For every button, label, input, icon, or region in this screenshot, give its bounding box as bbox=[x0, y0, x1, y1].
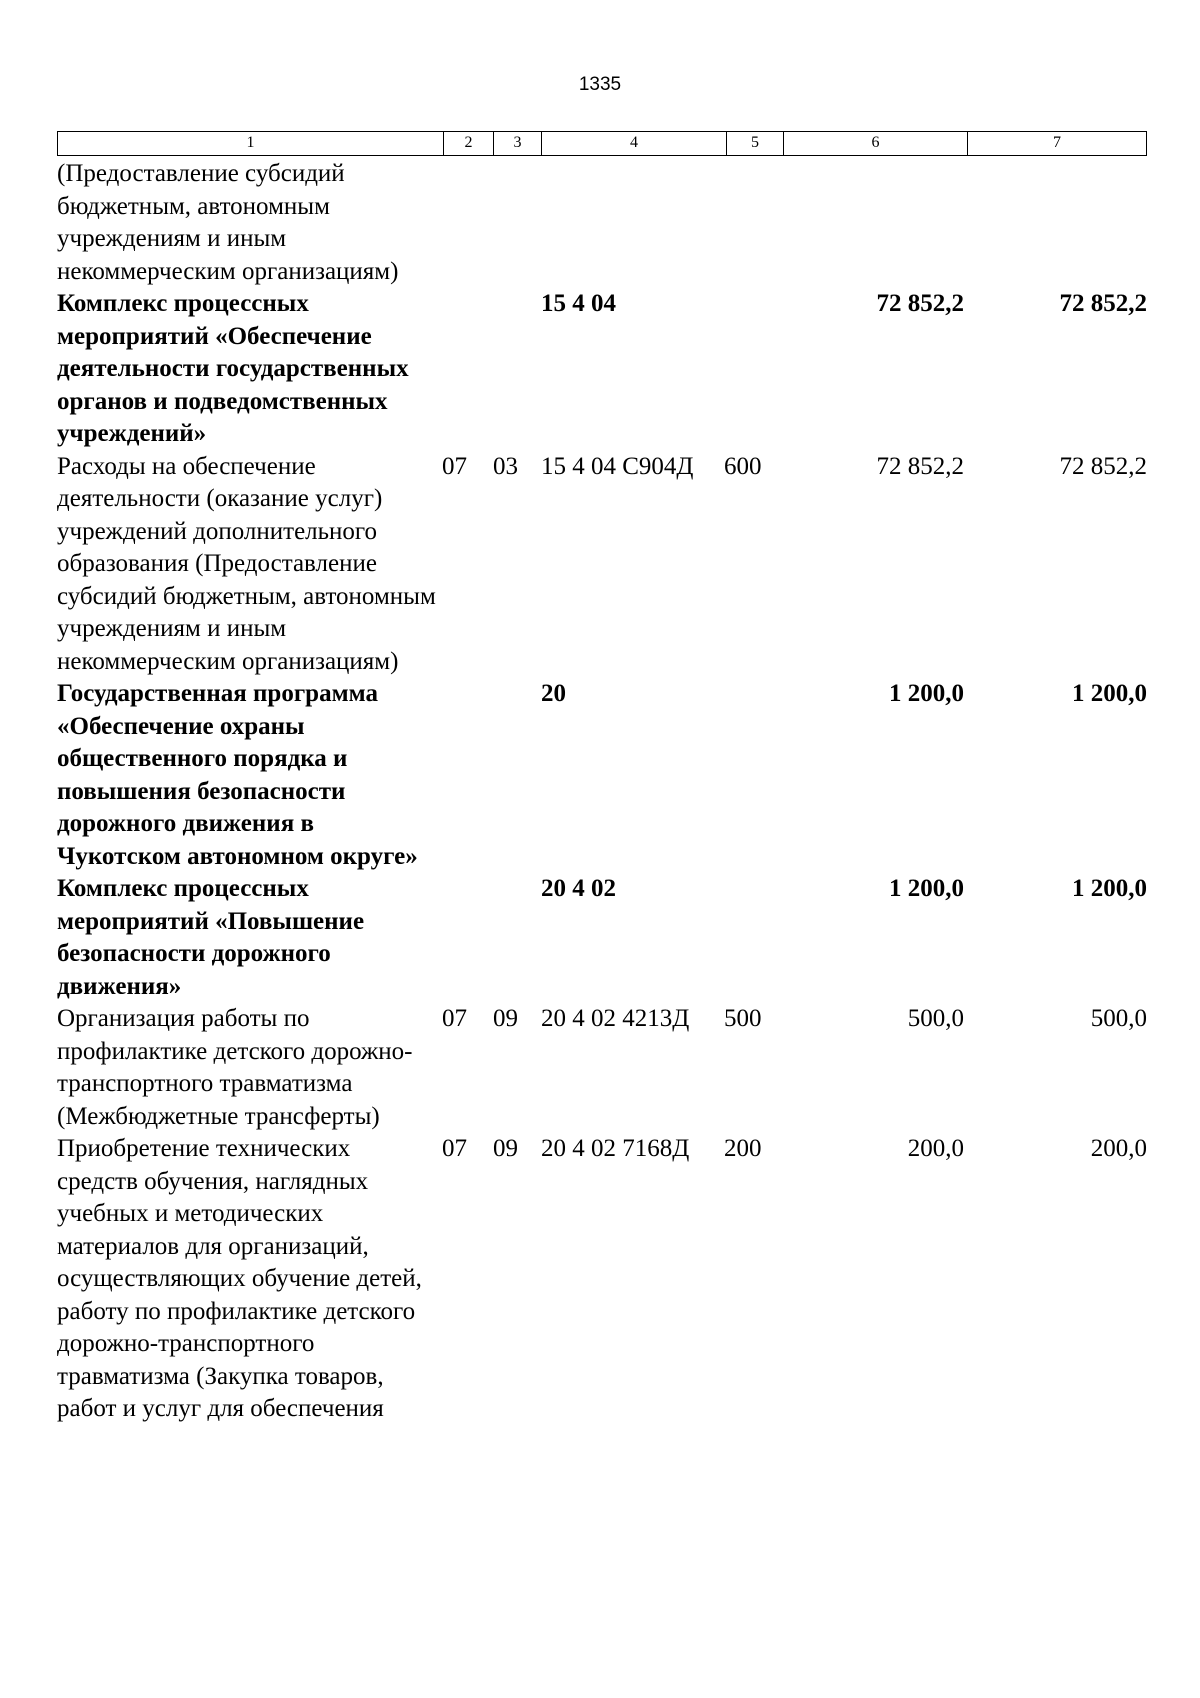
table-column-header-row bbox=[57, 131, 1147, 156]
target-article-code: 15 4 04 С904Д bbox=[541, 452, 694, 480]
table-row bbox=[57, 1003, 1147, 1133]
row-name: Государственная программа «Обеспечение охраны общественного порядка и повышения безопасности дорожного движения в Чукотском автономном округе» bbox=[57, 680, 418, 870]
amount-col7: 72 852,2 bbox=[1059, 452, 1147, 480]
column-header-4: 4 bbox=[542, 132, 727, 155]
amount-col7: 1 200,0 bbox=[1072, 875, 1147, 902]
expense-type-code: 600 bbox=[724, 452, 762, 480]
amount-col7: 500,0 bbox=[1090, 1005, 1147, 1032]
amount-col6: 200,0 bbox=[907, 1135, 964, 1162]
expense-type-code: 500 bbox=[724, 1005, 762, 1032]
subsection-code: 09 bbox=[493, 1005, 518, 1032]
amount-col6: 500,0 bbox=[907, 1005, 964, 1032]
section-code: 07 bbox=[442, 452, 467, 480]
column-header-5: 5 bbox=[727, 132, 784, 155]
row-name: Комплекс процессных мероприятий «Обеспечение деятельности государственных органов и подведомственных учреждений» bbox=[57, 290, 409, 447]
target-article-code: 20 4 02 4213Д bbox=[541, 1005, 690, 1032]
row-name: Приобретение технических средств обучения, наглядных учебных и методических материалов для организаций, осуществляющих обучение детей, работу по профилактике детского дорожно-транспортного травматизма (Закупка товаров, работ и услуг для обеспечения bbox=[57, 1135, 422, 1422]
amount-col7: 1 200,0 bbox=[1072, 680, 1147, 707]
subsection-code: 03 bbox=[493, 452, 518, 480]
table-row bbox=[57, 288, 1147, 451]
page-number: 1335 bbox=[578, 74, 622, 95]
amount-col6: 1 200,0 bbox=[889, 680, 964, 707]
column-header-3: 3 bbox=[494, 132, 542, 155]
column-header-1: 1 bbox=[58, 132, 444, 155]
amount-col6: 72 852,2 bbox=[876, 452, 964, 480]
section-code: 07 bbox=[442, 1005, 467, 1032]
amount-col7: 72 852,2 bbox=[1059, 290, 1147, 317]
table-row bbox=[57, 158, 1147, 288]
target-article-code: 20 bbox=[541, 680, 566, 707]
expense-type-code: 200 bbox=[724, 1135, 762, 1162]
row-name: Организация работы по профилактике детского дорожно-транспортного травматизма (Межбюджетные трансферты) bbox=[57, 1005, 413, 1130]
row-name: Расходы на обеспечение деятельности (оказание услуг) учреждений дополнительного образования (Предоставление субсидий бюджетным, автономным учреждениям и иным некоммерческим организациям) bbox=[57, 452, 436, 675]
budget-table-body bbox=[57, 158, 1147, 1426]
table-row bbox=[57, 873, 1147, 1003]
column-header-2: 2 bbox=[444, 132, 494, 155]
column-header-6: 6 bbox=[784, 132, 968, 155]
row-name: (Предоставление субсидий бюджетным, автономным учреждениям и иным некоммерческим организациям) bbox=[57, 160, 399, 285]
subsection-code: 09 bbox=[493, 1135, 518, 1162]
amount-col6: 1 200,0 bbox=[889, 875, 964, 902]
amount-col6: 72 852,2 bbox=[876, 290, 964, 317]
row-name: Комплекс процессных мероприятий «Повышение безопасности дорожного движения» bbox=[57, 875, 365, 1000]
table-row bbox=[57, 451, 1147, 679]
table-row bbox=[57, 1133, 1147, 1426]
target-article-code: 20 4 02 7168Д bbox=[541, 1135, 690, 1162]
section-code: 07 bbox=[442, 1135, 467, 1162]
amount-col7: 200,0 bbox=[1090, 1135, 1147, 1162]
target-article-code: 20 4 02 bbox=[541, 875, 616, 902]
target-article-code: 15 4 04 bbox=[541, 290, 616, 317]
table-row bbox=[57, 678, 1147, 873]
column-header-7: 7 bbox=[1053, 134, 1061, 151]
